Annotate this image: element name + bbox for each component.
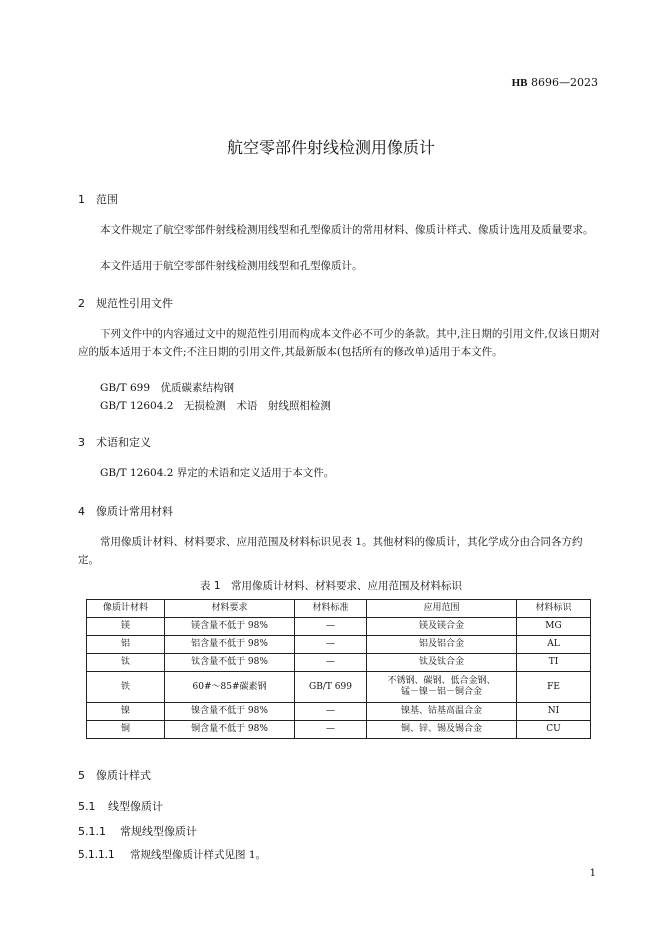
table-cell: 镍含量不低于 98% <box>165 703 295 721</box>
table-header-cell: 材料要求 <box>165 600 295 618</box>
table-row <box>87 721 591 739</box>
table-cell: — <box>295 721 367 739</box>
table-cell <box>367 672 517 703</box>
table-header-cell: 材料标识 <box>517 600 591 618</box>
table-cell: 铝及铝合金 <box>367 636 517 654</box>
table-cell: 钛及钛合金 <box>367 654 517 672</box>
table-cell: — <box>295 654 367 672</box>
section-2-heading: 2 规范性引用文件 <box>78 297 173 310</box>
table-cell: GB/T 699 <box>295 672 367 703</box>
table-cell: 铝 <box>87 636 165 654</box>
table-cell: — <box>295 703 367 721</box>
section-1-paragraph-2: 本文件适用于航空零部件射线检测用线型和孔型像质计。 <box>100 260 363 272</box>
table-cell: 铁 <box>87 672 165 703</box>
table-cell: 铜 <box>87 721 165 739</box>
section-4-heading: 4 像质计常用材料 <box>78 505 173 518</box>
table-cell: 60#～85#碳素钢 <box>165 672 295 703</box>
table-cell: 镍 <box>87 703 165 721</box>
table-cell: 镁 <box>87 618 165 636</box>
normative-reference-1: GB/T 699 优质碳素结构钢 <box>100 382 235 394</box>
table-cell: TI <box>517 654 591 672</box>
section-5-1-1-1-number: 5.1.1.1 <box>78 849 115 861</box>
section-5-1-1-heading: 5.1.1 常规线型像质计 <box>78 825 197 838</box>
table-header-cell: 材料标准 <box>295 600 367 618</box>
table-cell: 镁含量不低于 98% <box>165 618 295 636</box>
table-row <box>87 703 591 721</box>
section-4-paragraph-1: 常用像质计材料、材料要求、应用范围及材料标识见表 1。其他材料的像质计，其化学成分由合同各方约定。 <box>78 536 583 566</box>
document-title: 航空零部件射线检测用像质计 <box>226 138 435 157</box>
table-cell: 钛 <box>87 654 165 672</box>
table-header-row <box>87 600 591 618</box>
section-3-heading: 3 术语和定义 <box>78 436 151 449</box>
section-1-paragraph-1: 本文件规定了航空零部件射线检测用线型和孔型像质计的常用材料、像质计样式、像质计选用及质量要求。 <box>100 224 594 236</box>
section-2-paragraph-1: 下列文件中的内容通过文中的规范性引用而构成本文件必不可少的条款。其中,注日期的引用文件,仅该日期对应的版本适用于本文件;不注日期的引用文件,其最新版本(包括所有的修改单)适用于本文件。 <box>78 328 601 358</box>
table-cell: 铜、锌、锡及锡合金 <box>367 721 517 739</box>
table-row <box>87 636 591 654</box>
table-cell: NI <box>517 703 591 721</box>
table-row <box>87 618 591 636</box>
table-caption: 表 1 常用像质计材料、材料要求、应用范围及材料标识 <box>199 580 463 592</box>
table-header-cell: 像质计材料 <box>87 600 165 618</box>
table-cell: 铝含量不低于 98% <box>165 636 295 654</box>
table-cell: AL <box>517 636 591 654</box>
page-number: 1 <box>589 868 596 879</box>
table-cell: 镍基、钴基高温合金 <box>367 703 517 721</box>
table-row <box>87 672 591 703</box>
section-5-heading: 5 像质计样式 <box>78 769 151 782</box>
standard-code: HB 8696—2023 <box>511 76 598 89</box>
table-header-cell: 应用范围 <box>367 600 517 618</box>
section-3-paragraph-1: GB/T 12604.2 界定的术语和定义适用于本文件。 <box>100 467 335 479</box>
table-cell: CU <box>517 721 591 739</box>
materials-table <box>86 599 591 739</box>
table-row <box>87 654 591 672</box>
table-cell: 钛含量不低于 98% <box>165 654 295 672</box>
table-cell: MG <box>517 618 591 636</box>
table-cell: 镁及镁合金 <box>367 618 517 636</box>
section-5-1-heading: 5.1 线型像质计 <box>78 800 163 813</box>
range-line-2: 锰－镍－铝－铜合金 <box>400 687 482 697</box>
table-cell: — <box>295 636 367 654</box>
normative-reference-2: GB/T 12604.2 无损检测 术语 射线照相检测 <box>100 400 331 412</box>
table-cell: 铜含量不低于 98% <box>165 721 295 739</box>
section-5-1-1-1-text: 常规线型像质计样式见图 1。 <box>130 849 267 861</box>
table-cell: — <box>295 618 367 636</box>
range-line-1: 不锈钢、碳钢、低合金钢、 <box>387 676 496 686</box>
table-cell: FE <box>517 672 591 703</box>
section-1-heading: 1 范围 <box>78 193 118 206</box>
